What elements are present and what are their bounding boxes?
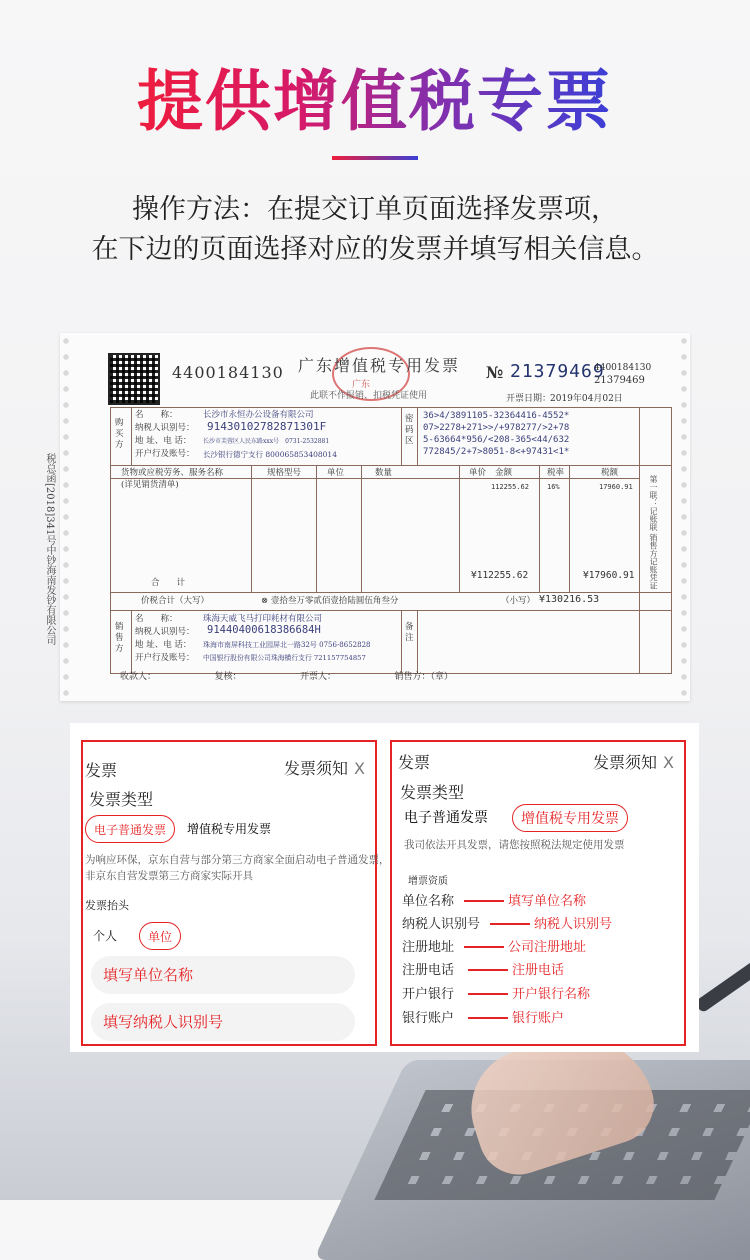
pen-icon xyxy=(694,950,750,1013)
field-label-bank: 开户银行 xyxy=(402,987,455,1002)
invoice-footer: 收款人： 复核： 开票人： 销售方：（章） xyxy=(120,672,454,682)
pointer-line xyxy=(468,1017,508,1019)
number-sign: № xyxy=(486,363,504,382)
invoice-code: 4400184130 xyxy=(172,363,284,382)
type-electronic-button[interactable]: 电子普通发票 xyxy=(85,815,175,843)
total-amount: ¥112255.62 xyxy=(471,570,529,581)
instructions-line-1: 操作方法：在提交订单页面选择发票项， xyxy=(132,194,618,225)
vat-qualification-label: 增票资质 xyxy=(408,876,448,887)
seller-name-label: 名 称： xyxy=(135,614,178,624)
field-label-account: 银行账户 xyxy=(402,1011,455,1026)
notice-label: 发票须知 xyxy=(593,753,658,772)
grid-line xyxy=(569,465,570,592)
invoice-grid xyxy=(110,407,672,674)
seller-label: 销售方 xyxy=(115,622,124,654)
grid-line xyxy=(417,408,418,465)
header-company-button[interactable]: 单位 xyxy=(139,922,181,950)
pointer-line xyxy=(464,946,504,948)
seller-bank-label: 开户行及账号： xyxy=(135,653,195,663)
field-value-address: 公司注册地址 xyxy=(508,940,587,955)
buyer-label: 购买方 xyxy=(115,418,124,450)
header-personal-button[interactable]: 个人 xyxy=(85,922,125,950)
total-label: 合 计 xyxy=(151,578,186,588)
item-amount: 112255.62 xyxy=(491,483,529,491)
field-value-account: 银行账户 xyxy=(512,1011,565,1026)
buyer-name-label: 名 称： xyxy=(135,410,178,420)
page-title: 提供增值税专票 xyxy=(137,63,613,140)
field-label-taxpayer-id: 纳税人识别号 xyxy=(402,917,481,932)
buyer-name: 长沙市永恒办公设备有限公司 xyxy=(203,410,314,420)
buyer-addr: 长沙市芙蓉区人民东路xxx号 0731-2532881 xyxy=(203,438,330,445)
grid-line xyxy=(401,610,402,673)
item-rate: 16% xyxy=(547,483,560,491)
info-line-2: 非京东自营发票第三方商家实际开具 xyxy=(85,870,253,882)
item-header: 规格型号 xyxy=(267,468,302,478)
title-underline xyxy=(332,156,418,160)
pointer-line xyxy=(490,923,530,925)
buyer-tax-id: 91430102782871301F xyxy=(207,420,327,433)
code-area-line: 07>2278+271>>/+978277/>2+78 xyxy=(423,423,570,433)
item-header: 数量 xyxy=(375,468,393,478)
item-header: 货物或应税劳务、服务名称 xyxy=(121,468,224,478)
item-header: 金额 xyxy=(495,468,513,478)
code-area-label: 密码区 xyxy=(405,414,414,446)
seal-text: 广东 xyxy=(352,380,371,390)
pointer-line xyxy=(468,969,508,971)
field-value-bank: 开户银行名称 xyxy=(512,987,591,1002)
info-line-1: 为响应环保，京东自营与部分第三方商家全面启动电子普通发票， xyxy=(85,854,390,866)
item-header: 税率 xyxy=(547,468,565,478)
side-left-text: 税总函[2018]341号中钞海南发钞有限公司 xyxy=(44,453,55,646)
invoice-panel-electronic xyxy=(81,740,390,1046)
item-tax: 17960.91 xyxy=(599,483,633,491)
instructions xyxy=(0,190,750,270)
type-vat-special-button[interactable]: 增值税专用发票 xyxy=(512,804,628,832)
taxpayer-id-input[interactable]: 填写纳税人识别号 xyxy=(91,1003,355,1041)
field-label-address: 注册地址 xyxy=(402,940,455,955)
grid-line xyxy=(131,408,132,465)
grid-line xyxy=(459,465,460,592)
seller-addr-label: 地 址、电 话： xyxy=(135,640,192,650)
item-name: (详见销货清单) xyxy=(121,480,179,490)
invoice-header-label: 发票抬头 xyxy=(85,899,129,912)
code-area-line: 772845/2+7>8051-8<+97431<1* xyxy=(423,447,570,457)
type-electronic-button[interactable]: 电子普通发票 xyxy=(404,810,488,826)
qr-code-icon xyxy=(108,353,160,405)
grand-small-label: （小写） xyxy=(501,596,536,606)
vat-invoice-image xyxy=(44,333,690,701)
code-area-line: 36>4/3891105-32364416-4552* xyxy=(423,411,570,421)
grid-line xyxy=(111,592,671,593)
field-label-phone: 注册电话 xyxy=(402,963,455,978)
date-label: 开票日期： xyxy=(506,394,552,404)
grid-line xyxy=(401,408,402,465)
remark-label: 备注 xyxy=(405,622,414,643)
buyer-tax-label: 纳税人识别号： xyxy=(135,423,195,433)
info-line: 我司依法开具发票，请您按照税法规定使用发票 xyxy=(404,839,625,851)
feed-holes-right xyxy=(678,333,690,701)
grid-line xyxy=(111,465,671,466)
invoice-title: 广东增值税专用发票 xyxy=(298,356,461,375)
side-right-text: 第一联：记账联 销售方记账凭证 xyxy=(649,475,658,590)
invoice-date: 2019年04月02日 xyxy=(550,394,623,404)
pointer-line xyxy=(464,900,504,902)
item-header: 税额 xyxy=(601,468,619,478)
total-tax: ¥17960.91 xyxy=(583,570,635,581)
grand-total-label: 价税合计（大写） xyxy=(141,596,210,606)
grid-line xyxy=(361,465,362,592)
invoice-code-small: 4400184130 xyxy=(594,363,652,373)
notice-label: 发票须知 xyxy=(284,759,349,778)
invoice-type-label: 发票类型 xyxy=(400,783,465,802)
grid-line xyxy=(316,465,317,592)
field-value-taxpayer-id: 纳税人识别号 xyxy=(534,917,613,932)
buyer-addr-label: 地 址、电 话： xyxy=(135,436,192,446)
grid-line xyxy=(131,610,132,673)
panel-title: 发票 xyxy=(398,753,431,772)
seller-tax-label: 纳税人识别号： xyxy=(135,627,195,637)
code-area-line: 5-63664*956/<208-365<44/632 xyxy=(423,435,570,445)
grand-small: ¥130216.53 xyxy=(539,594,600,605)
invoice-panel-vat-special xyxy=(390,740,686,1046)
invoice-number: 21379469 xyxy=(510,361,605,382)
close-icon[interactable]: X xyxy=(663,753,674,772)
grid-line xyxy=(251,465,252,592)
instructions-line-2: 在下边的页面选择对应的发票并填写相关信息。 xyxy=(91,234,659,265)
panel-title: 发票 xyxy=(85,761,118,780)
grid-line xyxy=(417,610,418,673)
field-value-phone: 注册电话 xyxy=(512,963,565,978)
grid-line xyxy=(111,610,671,611)
invoice-type-label: 发票类型 xyxy=(89,790,154,809)
invoice-notice-link[interactable] xyxy=(593,750,674,773)
grid-line xyxy=(539,465,540,592)
company-name-input[interactable]: 填写单位名称 xyxy=(91,956,355,994)
seller-tax-id: 91440400618386684H xyxy=(207,624,321,636)
grid-line xyxy=(639,408,640,673)
close-icon[interactable]: X xyxy=(354,759,365,778)
invoice-number-small: 21379469 xyxy=(594,375,645,386)
buyer-bank-label: 开户行及账号： xyxy=(135,449,195,459)
seller-addr: 珠海市南屏科技工业园屏北一路32号 0756-8652828 xyxy=(203,641,371,649)
buyer-bank: 长沙银行德宁支行 800065853408014 xyxy=(203,450,337,459)
item-header: 单价 xyxy=(469,468,487,478)
item-header: 单位 xyxy=(327,468,345,478)
type-vat-special-button[interactable]: 增值税专用发票 xyxy=(187,822,272,836)
feed-holes-left xyxy=(60,333,72,701)
seller-bank: 中国银行股份有限公司珠海横行支行 721157754857 xyxy=(203,654,366,662)
invoice-subtitle: 此联不作报销、扣税凭证使用 xyxy=(310,391,428,401)
field-label-company: 单位名称 xyxy=(402,894,455,909)
seller-name: 珠海天威飞马打印耗材有限公司 xyxy=(203,614,323,624)
grand-total-words: ⊗ 壹拾叁万零贰佰壹拾陆圆伍角叁分 xyxy=(261,596,399,606)
field-value-company: 填写单位名称 xyxy=(508,894,587,909)
invoice-notice-link[interactable] xyxy=(284,756,365,779)
pointer-line xyxy=(468,993,508,995)
